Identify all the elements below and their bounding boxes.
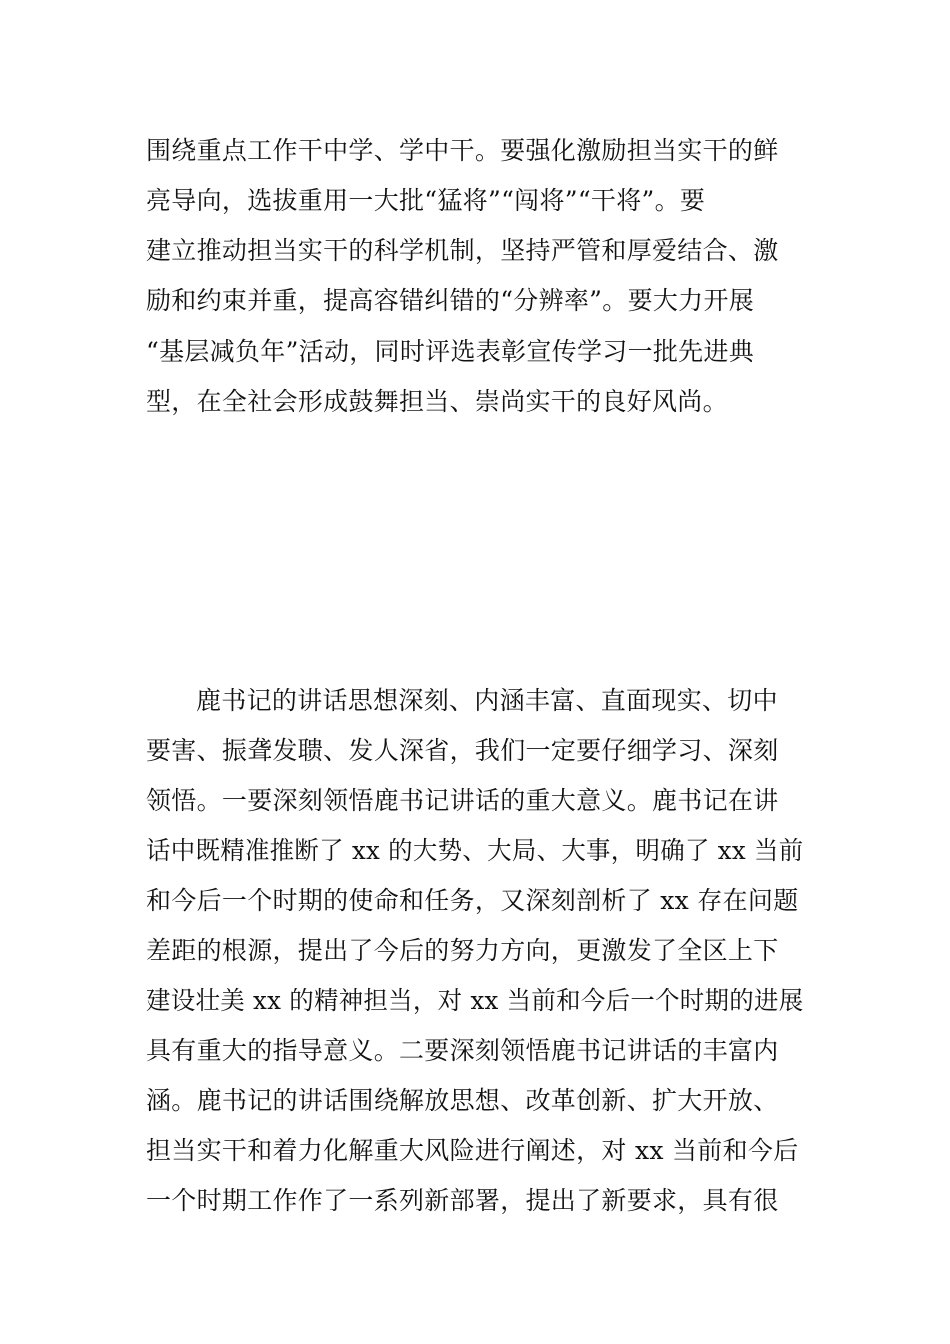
paragraph-2-line-2: 要害、振聋发聩、发人深省，我们一定要仔细学习、深刻 — [146, 736, 779, 765]
paragraph-1-line-1: 围绕重点工作干中学、学中干。要强化激励担当实干的鲜 — [146, 136, 779, 165]
paragraph-2-line-3: 领悟。一要深刻领悟鹿书记讲话的重大意义。鹿书记在讲 — [146, 786, 779, 815]
paragraph-2-line-10: 担当实干和着力化解重大风险进行阐述，对 xx 当前和今后 — [146, 1136, 799, 1165]
paragraph-2-line-8: 具有重大的指导意义。二要深刻领悟鹿书记讲话的丰富内 — [146, 1036, 779, 1065]
paragraph-2-line-4: 话中既精准推断了 xx 的大势、大局、大事，明确了 xx 当前 — [146, 836, 804, 865]
paragraph-2-line-1: 鹿书记的讲话思想深刻、内涵丰富、直面现实、切中 — [196, 686, 778, 715]
paragraph-2-line-11: 一个时期工作作了一系列新部署，提出了新要求，具有很 — [146, 1186, 779, 1215]
paragraph-1-line-6: 型，在全社会形成鼓舞担当、崇尚实干的良好风尚。 — [146, 387, 728, 416]
paragraph-2-line-5: 和今后一个时期的使命和任务，又深刻剖析了 xx 存在问题 — [146, 886, 799, 915]
paragraph-1-line-5: “基层减负年”活动，同时评选表彰宣传学习一批先进典 — [146, 337, 755, 366]
paragraph-2-line-9: 涵。鹿书记的讲话围绕解放思想、改革创新、扩大开放、 — [146, 1086, 779, 1115]
paragraph-2-line-7: 建设壮美 xx 的精神担当，对 xx 当前和今后一个时期的进展 — [146, 986, 804, 1015]
paragraph-1-line-2: 亮导向，选拔重用一大批“猛将”“闯将”“干将”。要 — [146, 186, 706, 215]
paragraph-2-line-6: 差距的根源，提出了今后的努力方向，更激发了全区上下 — [146, 936, 779, 965]
paragraph-1-line-4: 励和约束并重，提高容错纠错的“分辨率”。要大力开展 — [146, 286, 755, 315]
paragraph-1-line-3: 建立推动担当实干的科学机制，坚持严管和厚爱结合、激 — [146, 236, 779, 265]
